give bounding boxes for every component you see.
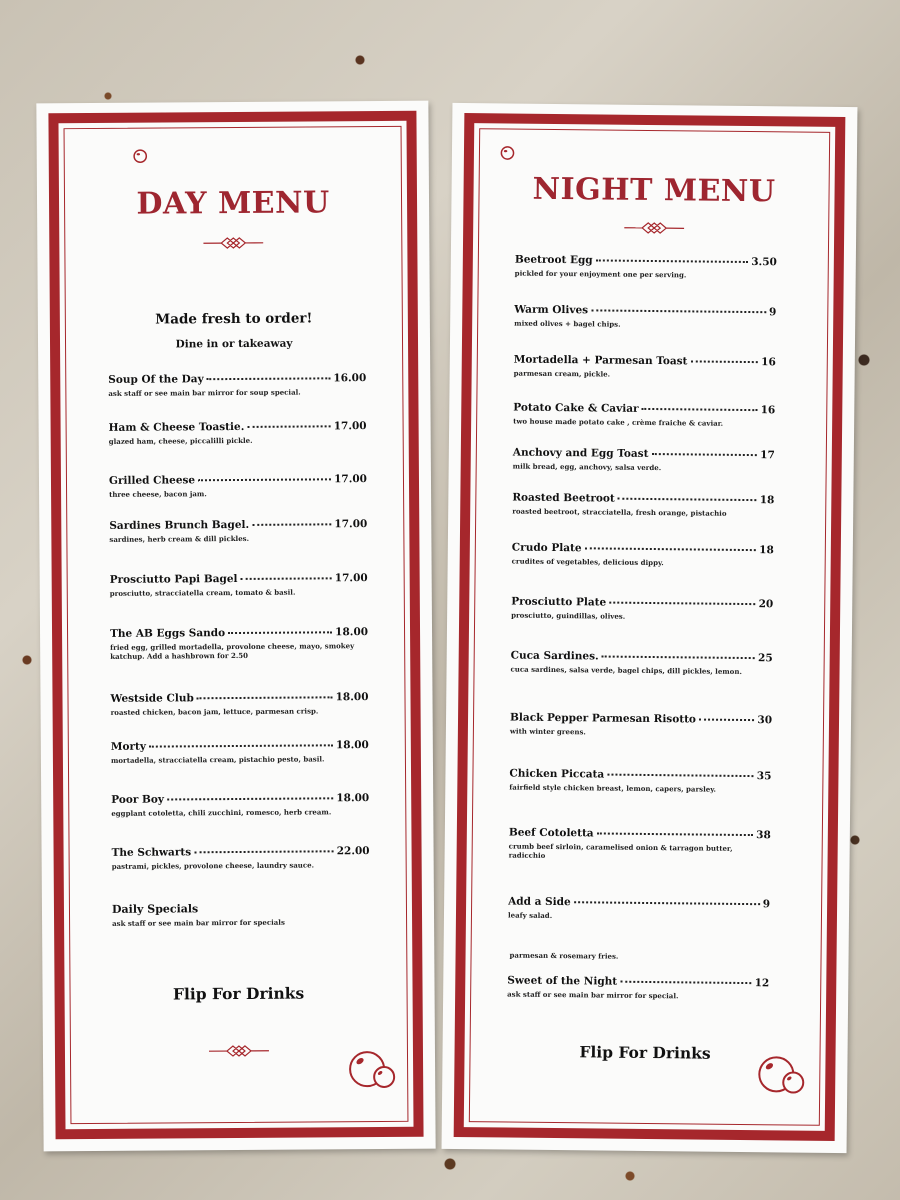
menu-item — [513, 402, 775, 429]
menu-item — [510, 712, 772, 739]
menu-item-price: 38 — [756, 829, 771, 842]
menu-item — [110, 691, 368, 717]
menu-item-price: 18 — [759, 494, 775, 507]
menu-item — [109, 518, 367, 544]
menu-item-row — [110, 626, 368, 640]
specials-desc: ask staff or see main bar mirror for specials — [112, 917, 285, 928]
menu-item-price: 35 — [756, 770, 772, 783]
menu-item-desc: two house made potato cake , crème fraiche & caviar. — [513, 416, 724, 428]
menu-item — [513, 447, 775, 474]
dot-leader — [252, 523, 331, 526]
dot-leader — [651, 453, 757, 456]
menu-item-row — [514, 304, 776, 319]
menu-item-row — [514, 354, 776, 369]
menu-item-row — [110, 572, 368, 586]
menu-item — [514, 354, 776, 381]
dot-leader — [602, 656, 755, 660]
menu-item-price: 18.00 — [335, 739, 369, 752]
menu-item — [509, 827, 771, 863]
menu-item-price: 17.00 — [334, 518, 368, 531]
menu-item-price: 18.00 — [335, 691, 369, 704]
menu-item-desc: crudites of vegetables, delicious dippy. — [511, 556, 664, 568]
menu-item-name: Black Pepper Parmesan Risotto — [509, 711, 697, 726]
menu-item-name: Sweet of the Night — [507, 974, 618, 988]
menu-item-row — [110, 691, 368, 705]
menu-item-row — [513, 447, 775, 462]
menu-item-desc: cuca sardines, salsa verde, bagel chips, dill pickles, lemon. — [510, 664, 742, 676]
ornament-icon — [203, 236, 263, 250]
menu-item-desc: ask staff or see main bar mirror for soup special. — [108, 387, 301, 398]
menu-item-price: 22.00 — [336, 845, 370, 858]
menu-item-desc: milk bread, egg, anchovy, salsa verde. — [512, 461, 662, 473]
menu-item-row — [109, 518, 367, 532]
menu-item-desc: prosciutto, stracciatella cream, tomato & basil. — [109, 587, 296, 598]
dot-leader — [167, 797, 333, 800]
menu-item-name: Add a Side — [508, 895, 571, 909]
dot-leader — [207, 377, 331, 380]
menu-item — [514, 304, 776, 331]
menu-item-row — [512, 492, 774, 507]
menu-item — [112, 845, 370, 871]
menu-item-name: Cuca Sardines. — [510, 649, 599, 663]
night-menu-panel — [469, 128, 830, 1126]
night-menu-card — [442, 103, 858, 1153]
menu-item-desc: mortadella, stracciatella cream, pistachio pesto, basil. — [110, 754, 325, 765]
menu-item-desc: crumb beef sirloin, caramelised onion & tarragon butter, radicchio — [508, 841, 733, 860]
menu-item-desc: parmesan cream, pickle. — [513, 368, 611, 379]
small-logo-icon — [500, 145, 515, 160]
dot-leader — [228, 631, 332, 634]
dot-leader — [591, 309, 766, 313]
menu-item-row — [108, 372, 366, 386]
small-logo-icon — [133, 149, 148, 164]
daily-specials — [112, 901, 352, 928]
menu-item-row — [513, 402, 775, 417]
menu-item-desc: ask staff or see main bar mirror for special. — [507, 989, 679, 1001]
menu-item-name: Ham & Cheese Toastie. — [108, 420, 245, 434]
ornament-icon — [624, 221, 684, 236]
dot-leader — [690, 360, 758, 363]
menu-item-desc: fairfield style chicken breast, lemon, capers, parsley. — [509, 782, 716, 794]
dot-leader — [585, 547, 757, 551]
menu-item-price: 12 — [754, 977, 770, 990]
menu-item-row — [111, 739, 369, 753]
menu-item-name: Prosciutto Plate — [511, 595, 607, 609]
menu-item-price: 3.50 — [751, 256, 777, 269]
menu-item-price: 16.00 — [333, 372, 367, 385]
menu-item-row — [109, 473, 367, 487]
menu-item — [111, 739, 369, 765]
menu-item-row — [112, 845, 370, 859]
menu-item-price: 18.00 — [336, 792, 370, 805]
menu-item — [508, 896, 770, 923]
menu-item — [110, 626, 368, 661]
side-extra-desc: parmesan & rosemary fries. — [509, 950, 619, 961]
menu-item-name: Crudo Plate — [511, 541, 582, 555]
menu-item-row — [515, 254, 777, 269]
menu-item-name: The AB Eggs Sando — [110, 627, 226, 640]
menu-item-desc: fried egg, grilled mortadella, provolone cheese, mayo, smokey katchup. Add a hashbrown for 2.50 — [110, 641, 355, 661]
menu-item-name: Poor Boy — [111, 793, 165, 806]
day-footer: Flip For Drinks — [172, 983, 305, 1004]
menu-item-row — [109, 420, 367, 434]
dot-leader — [574, 901, 760, 905]
dot-leader — [149, 744, 333, 747]
menu-item-row — [111, 792, 369, 806]
menu-item-price: 16 — [761, 356, 776, 369]
day-menu-card — [36, 101, 435, 1152]
dot-leader — [699, 719, 754, 722]
ornament-icon — [209, 1044, 269, 1058]
menu-item-name: Grilled Cheese — [108, 474, 196, 487]
menu-item-price: 17.00 — [334, 572, 368, 585]
menu-item-name: The Schwarts — [111, 846, 192, 859]
menu-item-price: 9 — [768, 306, 777, 319]
menu-item-desc: leafy salad. — [507, 910, 553, 920]
menu-item-name: Sardines Brunch Bagel. — [109, 518, 250, 532]
menu-item — [509, 768, 771, 795]
menu-item-row — [509, 768, 771, 783]
menu-item — [512, 542, 774, 569]
menu-item — [111, 792, 369, 818]
menu-item-price: 9 — [762, 898, 771, 911]
menu-item-row — [507, 975, 769, 990]
menu-item-row — [508, 896, 770, 911]
menu-item — [515, 254, 777, 281]
menu-item-desc: roasted chicken, bacon jam, lettuce, parmesan crisp. — [110, 706, 319, 717]
menu-item-row — [509, 827, 771, 842]
menu-item-price: 17.00 — [334, 473, 368, 486]
menu-item-price: 25 — [758, 652, 773, 665]
dot-leader — [597, 832, 754, 836]
menu-item-name: Roasted Beetroot — [512, 491, 615, 505]
menu-item-name: Prosciutto Papi Bagel — [109, 572, 238, 586]
menu-item-desc: sardines, herb cream & dill pickles. — [109, 533, 250, 544]
bubbles-logo-icon — [347, 1047, 399, 1095]
specials-title: Daily Specials — [111, 902, 199, 916]
menu-item-price: 16 — [760, 404, 776, 417]
menu-item-price: 17 — [760, 449, 775, 462]
menu-item-name: Mortadella + Parmesan Toast — [513, 353, 688, 368]
menu-item-desc: mixed olives + bagel chips. — [514, 318, 621, 329]
menu-item-name: Soup Of the Day — [108, 373, 204, 386]
menu-item-desc: three cheese, bacon jam. — [109, 489, 207, 499]
day-menu-panel — [64, 126, 409, 1124]
dot-leader — [607, 774, 754, 778]
menu-item-row — [512, 542, 774, 557]
dot-leader — [620, 981, 751, 984]
menu-item-row — [511, 596, 773, 611]
dot-leader — [240, 577, 331, 580]
menu-item-desc: pastrami, pickles, provolone cheese, laundry sauce. — [111, 860, 315, 871]
menu-item-name: Potato Cake & Caviar — [513, 401, 639, 415]
menu-item-price: 20 — [758, 598, 774, 611]
night-menu-title: NIGHT MENU — [532, 171, 776, 210]
menu-item — [108, 372, 366, 398]
night-footer: Flip For Drinks — [579, 1042, 711, 1063]
menu-item — [511, 596, 773, 623]
menu-item-name: Beef Cotoletta — [508, 826, 594, 840]
bubbles-logo-icon — [756, 1052, 808, 1101]
menu-item-price: 30 — [757, 714, 773, 727]
menu-item — [110, 572, 368, 598]
day-menu-title: DAY MENU — [136, 185, 330, 222]
menu-item-name: Beetroot Egg — [514, 253, 593, 267]
menu-item — [109, 420, 367, 446]
menu-item-name: Morty — [110, 740, 146, 753]
dot-leader — [642, 408, 758, 411]
menu-item-desc: glazed ham, cheese, piccalilli pickle. — [108, 435, 253, 446]
menu-item — [109, 473, 367, 499]
menu-item-row — [510, 712, 772, 727]
menu-item-desc: pickled for your enjoyment one per serving. — [514, 268, 687, 280]
menu-item-name: Chicken Piccata — [509, 767, 605, 781]
menu-item-name: Warm Olives — [514, 303, 589, 317]
dot-leader — [247, 425, 330, 428]
menu-item-desc: roasted beetroot, stracciatella, fresh orange, pistachio — [512, 506, 727, 518]
dot-leader — [609, 602, 755, 606]
menu-item-row — [511, 650, 773, 665]
day-tagline: Made fresh to order! — [155, 310, 313, 328]
day-menu-border — [48, 111, 423, 1140]
menu-item — [512, 492, 774, 519]
menu-item-price: 18 — [759, 544, 774, 557]
dot-leader — [197, 696, 333, 699]
dot-leader — [618, 498, 757, 501]
menu-item-desc: eggplant cotoletta, chili zucchini, romesco, herb cream. — [111, 807, 332, 818]
dot-leader — [194, 850, 334, 853]
menu-item-name: Anchovy and Egg Toast — [512, 446, 649, 460]
menu-item — [507, 975, 769, 1002]
dot-leader — [596, 259, 749, 263]
menu-item-desc: with winter greens. — [509, 726, 586, 737]
menu-item-price: 18.00 — [335, 626, 369, 639]
menu-item-name: Westside Club — [110, 692, 194, 705]
dot-leader — [198, 478, 331, 481]
day-service-note: Dine in or takeaway — [175, 337, 293, 351]
menu-item — [511, 650, 773, 677]
menu-item-price: 17.00 — [333, 420, 367, 433]
night-menu-border — [454, 113, 846, 1141]
menu-item-desc: prosciutto, guindillas, olives. — [511, 610, 626, 621]
